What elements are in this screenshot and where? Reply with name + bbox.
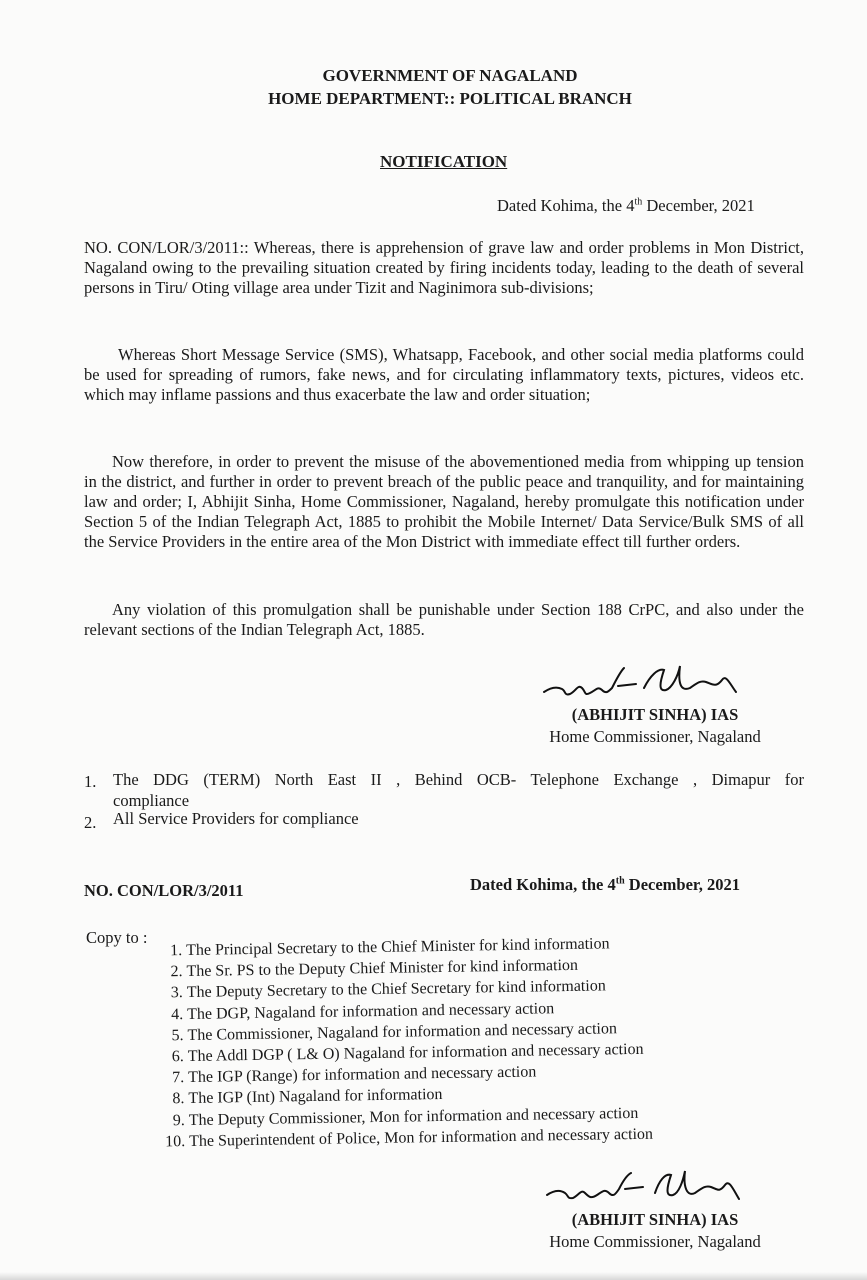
recipient-item: 2. All Service Providers for compliance: [84, 809, 359, 832]
list-item: 8. The IGP (Int) Nagaland for information: [172, 1086, 443, 1108]
notification-date: Dated Kohima, the 4th December, 2021: [497, 196, 755, 215]
recipient-list: [84, 769, 804, 832]
signatory-name: (ABHIJIT SINHA) IAS: [571, 1210, 739, 1229]
signatory-designation: Home Commissioner, Nagaland: [549, 727, 761, 746]
signature-block-1: [530, 704, 780, 748]
list-item: 10. The Superintendent of Police, Mon for information and necessary action: [165, 1125, 654, 1151]
reference-number: NO. CON/LOR/3/2011: [84, 881, 244, 900]
list-item: 7. The IGP (Range) for information and necessary action: [172, 1063, 537, 1087]
signatory-designation: Home Commissioner, Nagaland: [549, 1232, 761, 1251]
paragraph-4: Any violation of this promulgation shall be punishable under Section 188 CrPC, and also under the relevant sections of the Indian Telegraph Act, 1885.: [84, 600, 804, 639]
copy-to-list: [165, 933, 654, 1152]
paragraph-3: Now therefore, in order to prevent the misuse of the abovementioned media from whipping up tension in the district, and further in order to prevent breach of the public peace and tranquility, and for maintaining law and order; I, Abhijit Sinha, Home Commissioner, Nagaland, hereby promulgate this notification under Section 5 of the Indian Telegraph Act, 1885 to prohibit the Mobile Internet/ Data Service/Bulk SMS of all the Service Providers in the entire area of the Mon District with immediate effect till further orders.: [84, 452, 804, 551]
list-item: 6. The Addl DGP ( L& O) Nagaland for information and necessary action: [171, 1040, 644, 1066]
handwritten-signature: [545, 1165, 745, 1215]
page-edge-shadow: [0, 1272, 867, 1280]
list-item: 5. The Commissioner, Nagaland for information and necessary action: [171, 1019, 618, 1044]
handwritten-signature: [540, 658, 750, 708]
paragraph-1: NO. CON/LOR/3/2011:: Whereas, there is apprehension of grave law and order problems in Mon District, Nagaland owing to the prevailing situation created by firing incidents today, leading to the death of several persons in Tiru/ Oting village area under Tizit and Naginimora sub-divisions;: [84, 238, 804, 297]
department-heading: HOME DEPARTMENT:: POLITICAL BRANCH: [268, 89, 632, 108]
list-item: 2. The Sr. PS to the Deputy Chief Minister for kind information: [170, 957, 579, 981]
list-item: 3. The Deputy Secretary to the Chief Secretary for kind information: [170, 977, 606, 1002]
recipient-item: 1. The DDG (TERM) North East II , Behind OCB- Telephone Exchange , Dimapur for compliance: [84, 770, 804, 810]
list-item: 9. The Deputy Commissioner, Mon for information and necessary action: [172, 1104, 639, 1129]
notification-title: NOTIFICATION: [380, 152, 508, 171]
paragraph-2: Whereas Short Message Service (SMS), Whatsapp, Facebook, and other social media platforms could be used for spreading of rumors, fake news, and for circulating inflammatory texts, pictures, videos etc. which may inflame passions and thus exacerbate the law and order situation;: [84, 345, 804, 404]
government-heading: GOVERNMENT OF NAGALAND: [322, 66, 578, 85]
signatory-name: (ABHIJIT SINHA) IAS: [571, 705, 739, 724]
copy-to-label: Copy to :: [86, 928, 148, 947]
reference-date: Dated Kohima, the 4th December, 2021: [470, 875, 740, 894]
list-item: 1. The Principal Secretary to the Chief Minister for kind information: [170, 935, 610, 960]
signature-block-2: [535, 1209, 775, 1253]
list-item: 4. The DGP, Nagaland for information and necessary action: [171, 999, 555, 1023]
